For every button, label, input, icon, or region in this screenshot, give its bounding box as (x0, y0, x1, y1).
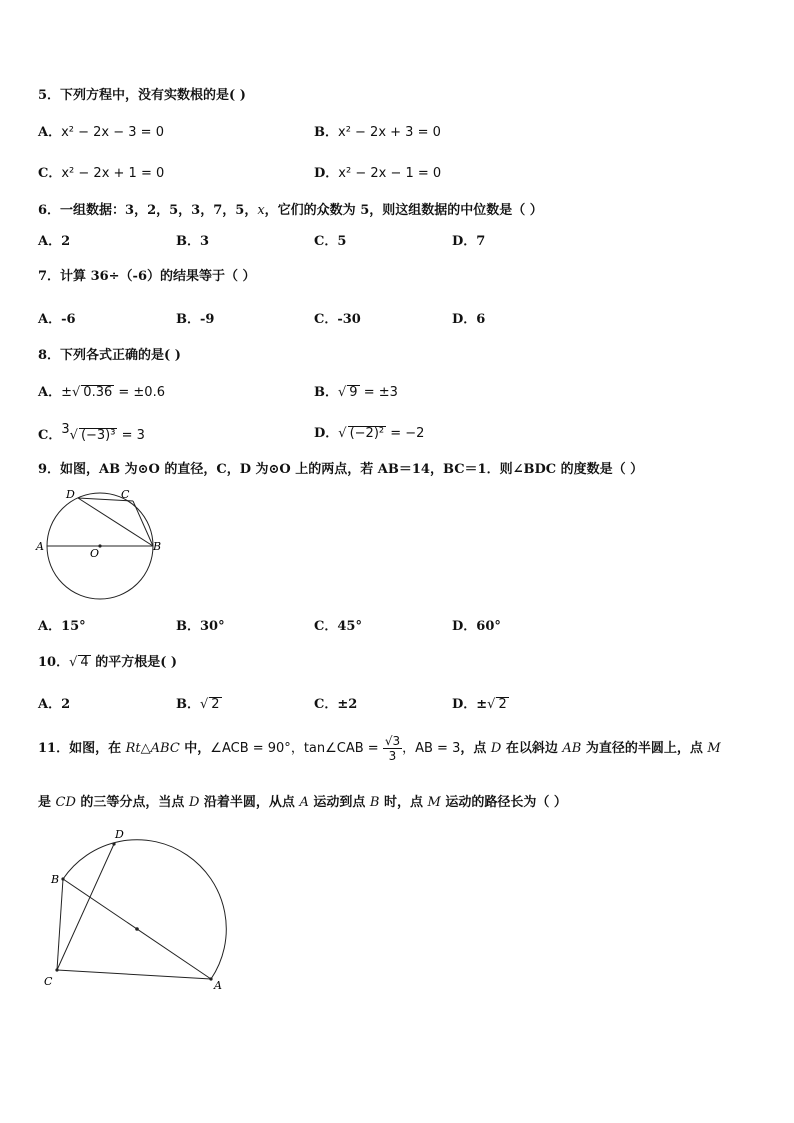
q5-option-a: A．x² − 2x − 3 = 0 (38, 125, 164, 140)
q7-option-c: C．-30 (314, 312, 361, 327)
q8-option-d: D．√ (−2)² = −2 (314, 426, 425, 441)
q9-label-a: A (36, 540, 44, 553)
q8-option-a: A．±√ 0.36 = ±0.6 (38, 385, 165, 400)
q8-stem: 8．下列各式正确的是( ) (38, 348, 181, 363)
q7-option-d: D．6 (452, 312, 486, 327)
q10-b-radicand: 2 (211, 697, 220, 712)
q6-option-c: C．5 (314, 234, 347, 249)
q8-d-radicand: (−2)² (349, 426, 385, 441)
q6-option-b: B．3 (176, 234, 210, 249)
q11-center-point (135, 927, 139, 931)
q11-label-a: A (214, 979, 222, 992)
q10-option-d: D．±√ 2 (452, 697, 507, 712)
q11-point-d (112, 842, 115, 845)
q10-stem: 10．√ 4 的平方根是( ) (38, 655, 178, 670)
q9-chord-db (78, 498, 153, 546)
q8-option-b: B．√ 9 = ±3 (314, 385, 398, 400)
q11-side-ca (57, 970, 211, 979)
q8-option-c: C．3√ (−3)³ = 3 (38, 422, 145, 443)
q9-label-d: D (66, 488, 75, 501)
q8-c-root-index: 3 (61, 422, 70, 437)
q7-option-b: B．-9 (176, 312, 215, 327)
q5-option-b: B．x² − 2x + 3 = 0 (314, 125, 441, 140)
q11-tan-fraction: $\frac{√3}{3}$ (384, 734, 401, 763)
q9-label-c: C (121, 488, 130, 501)
q9-circle-figure (32, 484, 172, 604)
q5-stem: 5．下列方程中，没有实数根的是( ) (38, 88, 246, 103)
q7-stem: 7．计算 36÷（-6）的结果等于（ ） (38, 269, 256, 284)
q9-option-a: A．15° (38, 619, 86, 634)
q11-stem-line2: 是 CD 的三等分点，当点 D 沿着半圆，从点 A 运动到点 B 时，点 M 运动的路径长为（ ） (38, 795, 567, 810)
q8-b-radicand: 9 (349, 385, 358, 400)
q9-label-b: B (153, 540, 162, 553)
q5-option-d: D．x² − 2x − 1 = 0 (314, 166, 442, 181)
q6-stem: 6．一组数据：3，2，5，3，7，5，x，它们的众数为 5，则这组数据的中位数是（ ） (38, 203, 543, 218)
q9-option-b: B．30° (176, 619, 225, 634)
q7-option-a: A．-6 (38, 312, 76, 327)
q8-a-radicand: 0.36 (83, 385, 113, 400)
q11-label-d: D (115, 828, 124, 841)
q9-option-c: C．45° (314, 619, 362, 634)
q8-c-radicand: (−3)³ (80, 428, 116, 443)
q9-stem: 9．如图，AB 为⊙O 的直径，C，D 为⊙O 上的两点，若 AB＝14，BC＝1．则∠BDC 的度数是（ ） (38, 462, 644, 477)
q11-point-b (61, 877, 64, 880)
q10-option-a: A．2 (38, 697, 71, 712)
q6-option-a: A．2 (38, 234, 71, 249)
q10-radicand: 4 (80, 655, 89, 670)
q9-label-o: O (90, 547, 100, 560)
q11-side-bc (57, 879, 63, 970)
q10-d-radicand: 2 (498, 697, 507, 712)
q11-label-b: B (51, 873, 60, 886)
q11-point-c (55, 968, 58, 971)
q10-option-b: B．√ 2 (176, 697, 220, 712)
q11-stem-line1: 11．如图，在 Rt△ABC 中，∠ACB = 90°，tan∠CAB = $\frac{√3}{3}$ ，AB = 3，点 D 在以斜边 AB 为直径的半圆上，点 M (38, 734, 721, 763)
q11-label-c: C (44, 975, 53, 988)
q9-option-d: D．60° (452, 619, 501, 634)
q10-option-c: C．±2 (314, 697, 358, 712)
q5-option-c: C．x² − 2x + 1 = 0 (38, 166, 165, 181)
q11-semicircle-figure (40, 822, 240, 1002)
q11-semicircle-arc (63, 840, 226, 979)
q11-segment-cd (57, 844, 114, 970)
q11-point-a (209, 977, 212, 980)
q6-option-d: D．7 (452, 234, 486, 249)
